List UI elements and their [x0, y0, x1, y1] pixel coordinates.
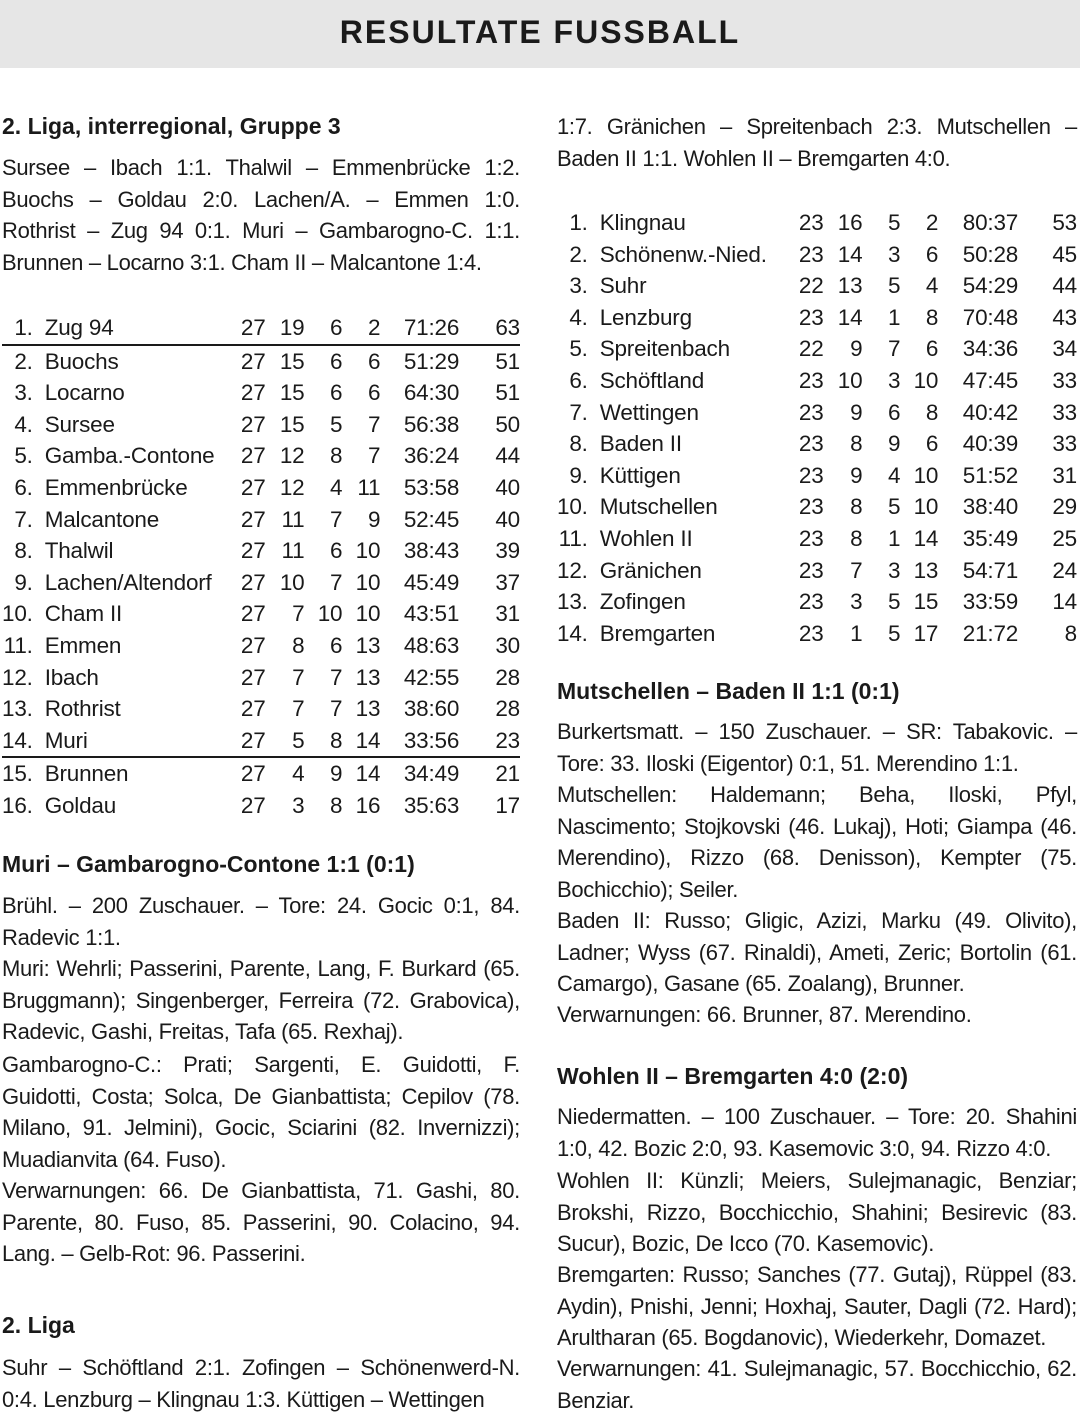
losses-cell: 8 [925, 304, 939, 330]
draws-cell: 4 [330, 474, 343, 500]
draws-cell: 6 [330, 380, 343, 406]
points-cell: 50 [495, 411, 520, 437]
points-cell: 63 [459, 312, 520, 345]
goals-cell: 53:58 [403, 474, 460, 500]
table-row [2, 598, 520, 630]
team-cell: Gränichen [599, 557, 702, 583]
draws-cell: 8 [330, 443, 343, 469]
losses-cell: 7 [367, 411, 381, 437]
points-cell: 25 [1052, 525, 1077, 551]
team-cell: Thalwil [44, 538, 114, 564]
wins-cell: 8 [850, 494, 863, 520]
draws-cell: 7 [330, 506, 343, 532]
table-row [557, 333, 1077, 365]
table-row [2, 312, 520, 345]
team-cell: Klingnau [599, 210, 686, 235]
draws-cell: 7 [330, 696, 343, 722]
wins-cell: 15 [279, 348, 305, 374]
losses-cell: 10 [355, 569, 381, 595]
goals-cell: 35:63 [403, 792, 460, 818]
draws-cell: 5 [887, 589, 901, 615]
rank-cell: 4. [569, 304, 588, 330]
losses-cell: 10 [913, 462, 939, 488]
team-cell: Zofingen [599, 589, 686, 615]
losses-cell: 13 [355, 664, 381, 690]
cautions-wohlen: Verwarnungen: 41. Sulejmanagic, 57. Bocchicchio, 62. Benziar. [557, 1356, 1077, 1413]
rank-cell: 5. [14, 443, 33, 469]
points-cell: 33 [1052, 399, 1077, 425]
points-cell: 45 [1052, 241, 1077, 267]
losses-cell: 9 [367, 506, 381, 532]
team-cell: Locarno [44, 380, 125, 406]
played-cell: 27 [240, 380, 266, 406]
played-cell: 27 [240, 601, 266, 627]
table-row [2, 662, 520, 694]
table-row [557, 365, 1077, 397]
goals-cell: 70:48 [962, 304, 1019, 330]
draws-cell: 7 [887, 336, 901, 362]
goals-cell: 54:71 [962, 557, 1019, 583]
rank-cell: 12. [2, 664, 33, 690]
played-cell: 23 [798, 589, 824, 615]
losses-cell: 2 [342, 312, 380, 345]
rank-cell: 6. [14, 474, 33, 500]
played-cell: 27 [240, 506, 266, 532]
cautions-muri: Verwarnungen: 66. De Gianbattista, 71. Gashi, 80. Parente, 80. Fuso, 85. Passerini, 90. Colacino, 94. Lang. – Gelb-Rot: 96. Passerini. [2, 1178, 520, 1266]
losses-cell: 6 [925, 241, 939, 267]
match-info-muri: Brühl. – 200 Zuschauer. – Tore: 24. Gocic 0:1, 84. Radevic 1:1. [2, 893, 520, 950]
match-info-mutschellen: Burkertsmatt. – 150 Zuschauer. – SR: Tabakovic. – Tore: 33. Iloski (Eigentor) 0:1, 51. Merendino 1:1. [557, 719, 1077, 776]
played-cell: 27 [240, 411, 266, 437]
goals-cell: 38:43 [403, 538, 460, 564]
rank-cell: 15. [2, 761, 33, 787]
wins-cell: 3 [292, 792, 305, 818]
standings-table-gruppe3 [2, 312, 520, 822]
header-banner [0, 0, 1080, 68]
wins-cell: 7 [292, 601, 305, 627]
team-cell: Wettingen [599, 399, 699, 425]
draws-cell: 5 [887, 210, 901, 235]
losses-cell: 4 [925, 273, 939, 299]
team-cell: Küttigen [599, 462, 681, 488]
section-heading-liga2: 2. Liga [2, 1312, 75, 1338]
wins-cell: 15 [279, 380, 305, 406]
wins-cell: 9 [850, 462, 863, 488]
goals-cell: 43:51 [403, 601, 460, 627]
table-row [557, 270, 1077, 302]
points-cell: 21 [495, 761, 520, 787]
played-cell: 23 [798, 557, 824, 583]
wins-cell: 8 [850, 431, 863, 457]
team-cell: Schöftland [599, 367, 705, 393]
losses-cell: 14 [913, 525, 939, 551]
table-row [557, 397, 1077, 429]
table-row [2, 693, 520, 725]
rank-cell: 11. [558, 525, 588, 551]
wins-cell: 7 [850, 557, 863, 583]
played-cell: 23 [798, 462, 824, 488]
draws-cell: 4 [887, 462, 901, 488]
played-cell: 27 [240, 761, 266, 787]
wins-cell: 14 [837, 304, 863, 330]
table-row [2, 440, 520, 472]
team-cell: Brunnen [44, 761, 129, 787]
table-row [557, 491, 1077, 523]
rank-cell: 1. [2, 312, 33, 345]
rank-cell: 13. [2, 696, 33, 722]
losses-cell: 6 [925, 336, 939, 362]
rank-cell: 6. [569, 367, 588, 393]
goals-cell: 38:60 [403, 696, 460, 722]
wins-cell: 10 [279, 569, 305, 595]
team-cell: Lachen/Altendorf [44, 569, 212, 595]
standings-table-liga2 [557, 207, 1077, 649]
draws-cell: 5 [887, 494, 901, 520]
table-row [557, 428, 1077, 460]
played-cell: 27 [240, 569, 266, 595]
team-cell: Emmenbrücke [44, 474, 188, 500]
team-cell: Lenzburg [599, 304, 692, 330]
played-cell: 23 [798, 399, 824, 425]
goals-cell: 40:39 [962, 431, 1019, 457]
team-cell: Buochs [44, 348, 119, 374]
rank-cell: 8. [569, 431, 588, 457]
rank-cell: 9. [569, 462, 588, 488]
wins-cell: 11 [281, 506, 305, 532]
played-cell: 27 [240, 664, 266, 690]
goals-cell: 34:36 [962, 336, 1019, 362]
team-cell: Wohlen II [599, 525, 693, 551]
wins-cell: 16 [837, 210, 863, 235]
goals-cell: 38:40 [962, 494, 1019, 520]
points-cell: 39 [495, 538, 520, 564]
goals-cell: 21:72 [962, 620, 1019, 646]
draws-cell: 10 [317, 601, 343, 627]
page-title: RESULTATE FUSSBALL [339, 14, 741, 50]
lineup-bremgarten: Bremgarten: Russo; Sanches (77. Gutaj), Rüppel (83. Aydin), Pnishi, Jenni; Hoxhaj, Sauter, Dagli (72. Hard); Arultharan (65. Bogdanovic), Wiederkehr, Domazet. [557, 1262, 1077, 1350]
wins-cell: 9 [850, 399, 863, 425]
table-row [557, 207, 1077, 239]
table-row [2, 377, 520, 409]
played-cell: 27 [240, 632, 266, 658]
points-cell: 40 [495, 474, 520, 500]
points-cell: 37 [495, 569, 520, 595]
played-cell: 27 [240, 443, 266, 469]
wins-cell: 11 [281, 538, 305, 564]
rank-cell: 5. [569, 336, 588, 362]
losses-cell: 10 [355, 601, 381, 627]
losses-cell: 11 [357, 474, 381, 500]
wins-cell: 15 [279, 411, 305, 437]
draws-cell: 3 [887, 241, 901, 267]
points-cell: 30 [495, 632, 520, 658]
rank-cell: 13. [557, 589, 588, 615]
match-heading-mutschellen: Mutschellen – Baden II 1:1 (0:1) [557, 678, 900, 704]
rank-cell: 9. [14, 569, 33, 595]
played-cell: 27 [240, 696, 266, 722]
points-cell: 28 [495, 696, 520, 722]
losses-cell: 14 [342, 725, 380, 758]
wins-cell: 8 [850, 525, 863, 551]
team-cell: Sursee [44, 411, 115, 437]
draws-cell: 6 [330, 632, 343, 658]
points-cell: 31 [1052, 462, 1077, 488]
rank-cell: 10. [557, 494, 588, 520]
team-cell: Goldau [44, 792, 117, 818]
played-cell: 22 [798, 273, 824, 299]
rank-cell: 11. [3, 632, 33, 658]
table-row [2, 630, 520, 662]
goals-cell: 33:59 [962, 589, 1019, 615]
team-cell: Mutschellen [599, 494, 718, 520]
losses-cell: 2 [925, 210, 939, 235]
table-row [557, 302, 1077, 334]
draws-cell: 5 [887, 620, 901, 646]
rank-cell: 2. [14, 348, 33, 374]
draws-cell: 1 [887, 525, 901, 551]
losses-cell: 15 [913, 589, 939, 615]
table-row [557, 618, 1077, 650]
results-liga2-continued: 1:7. Gränichen – Spreitenbach 2:3. Mutschellen – Baden II 1:1. Wohlen II – Bremgarten 4:0. [557, 114, 1077, 171]
played-cell: 27 [240, 792, 266, 818]
table-row [557, 586, 1077, 618]
wins-cell: 1 [850, 620, 863, 646]
played-cell: 23 [798, 494, 824, 520]
points-cell: 44 [495, 443, 520, 469]
wins-cell: 7 [292, 664, 305, 690]
lineup-gambarogno: Gambarogno-C.: Prati; Sargenti, E. Guidotti, F. Guidotti, Costa; Solca, De Gianbattista; Cepilov (78. Milano, 91. Jelmini), Gocic, Sciarini (82. Invernizzi); Muadianvita (64. Fuso). [2, 1052, 520, 1172]
wins-cell: 14 [837, 241, 863, 267]
results-liga2: Suhr – Schöftland 2:1. Zofingen – Schönenwerd-N. 0:4. Lenzburg – Klingnau 1:3. Küttigen – Wettingen [2, 1355, 520, 1412]
points-cell: 24 [1052, 557, 1077, 583]
table-row [2, 567, 520, 599]
played-cell: 27 [238, 725, 266, 758]
losses-cell: 13 [355, 696, 381, 722]
rank-cell: 10. [2, 601, 33, 627]
wins-cell: 12 [279, 443, 305, 469]
losses-cell: 10 [913, 367, 939, 393]
draws-cell: 3 [887, 367, 901, 393]
losses-cell: 6 [925, 431, 939, 457]
wins-cell: 4 [292, 761, 305, 787]
goals-cell: 47:45 [962, 367, 1019, 393]
goals-cell: 45:49 [403, 569, 460, 595]
table-row [2, 757, 520, 790]
rank-cell: 16. [2, 792, 33, 818]
losses-cell: 10 [913, 494, 939, 520]
played-cell: 23 [798, 210, 824, 235]
lineup-baden: Baden II: Russo; Gligic, Azizi, Marku (49. Olivito), Ladner; Wyss (67. Rinaldi), Ameti, Zeric; Bortolin (61. Camargo), Gasane (65. Zoalang), Brunner. [557, 908, 1077, 996]
wins-cell: 19 [266, 312, 305, 345]
team-cell: Suhr [599, 273, 647, 299]
table-row [557, 460, 1077, 492]
points-cell: 8 [1064, 620, 1077, 646]
draws-cell: 5 [887, 273, 901, 299]
played-cell: 27 [238, 312, 266, 345]
played-cell: 23 [798, 367, 824, 393]
losses-cell: 14 [355, 761, 381, 787]
draws-cell: 6 [887, 399, 901, 425]
match-info-wohlen: Niedermatten. – 100 Zuschauer. – Tore: 20. Shahini 1:0, 42. Bozic 2:0, 93. Kasemovic 3:0, 94. Rizzo 4:0. [557, 1104, 1077, 1161]
points-cell: 40 [495, 506, 520, 532]
goals-cell: 48:63 [403, 632, 460, 658]
goals-cell: 80:37 [962, 210, 1019, 235]
wins-cell: 13 [837, 273, 863, 299]
rank-cell: 7. [569, 399, 588, 425]
goals-cell: 34:49 [403, 761, 460, 787]
table-row [2, 725, 520, 758]
points-cell: 29 [1052, 494, 1077, 520]
draws-cell: 9 [887, 431, 901, 457]
goals-cell: 51:29 [403, 348, 460, 374]
draws-cell: 8 [330, 792, 343, 818]
losses-cell: 10 [355, 538, 381, 564]
wins-cell: 5 [266, 725, 305, 758]
losses-cell: 8 [925, 399, 939, 425]
goals-cell: 42:55 [403, 664, 460, 690]
points-cell: 14 [1052, 589, 1077, 615]
rank-cell: 12. [557, 557, 588, 583]
wins-cell: 12 [279, 474, 305, 500]
draws-cell: 8 [304, 725, 342, 758]
rank-cell: 8. [14, 538, 33, 564]
wins-cell: 7 [292, 696, 305, 722]
played-cell: 23 [798, 525, 824, 551]
points-cell: 28 [495, 664, 520, 690]
draws-cell: 7 [330, 569, 343, 595]
points-cell: 51 [495, 380, 520, 406]
goals-cell: 36:24 [403, 443, 460, 469]
team-cell: Emmen [44, 632, 122, 658]
rank-cell: 1. [569, 210, 588, 235]
points-cell: 17 [495, 792, 520, 818]
draws-cell: 6 [330, 348, 343, 374]
rank-cell: 7. [14, 506, 33, 532]
results-gruppe3: Sursee – Ibach 1:1. Thalwil – Emmenbrücke 1:2. Buochs – Goldau 2:0. Lachen/A. – Emmen 1:0. Rothrist – Zug 94 0:1. Muri – Gambarogno-C. 1:1. Brunnen – Locarno 3:1. Cham II – Malcantone 1:4. [2, 155, 520, 275]
team-cell: Zug 94 [33, 312, 238, 345]
goals-cell: 35:49 [962, 525, 1019, 551]
table-row [2, 345, 520, 378]
losses-cell: 7 [367, 443, 381, 469]
losses-cell: 6 [367, 380, 381, 406]
team-cell: Ibach [44, 664, 99, 690]
rank-cell: 14. [2, 725, 33, 758]
goals-cell: 64:30 [403, 380, 460, 406]
points-cell: 31 [495, 601, 520, 627]
goals-cell: 40:42 [962, 399, 1019, 425]
played-cell: 23 [798, 620, 824, 646]
team-cell: Muri [33, 725, 238, 758]
table-row [2, 504, 520, 536]
played-cell: 27 [240, 538, 266, 564]
rank-cell: 3. [14, 380, 33, 406]
played-cell: 23 [798, 241, 824, 267]
played-cell: 27 [240, 348, 266, 374]
goals-cell: 52:45 [403, 506, 460, 532]
lineup-muri: Muri: Wehrli; Passerini, Parente, Lang, F. Burkard (65. Bruggmann); Singenberger, Ferreira (72. Grabovica), Radevic, Gashi, Freitas, Tafa (65. Rexhaj). [2, 956, 520, 1044]
team-cell: Malcantone [44, 506, 160, 532]
losses-cell: 13 [913, 557, 939, 583]
section-heading-gruppe3: 2. Liga, interregional, Gruppe 3 [2, 113, 341, 139]
team-cell: Baden II [599, 431, 682, 457]
draws-cell: 9 [330, 761, 343, 787]
draws-cell: 5 [330, 411, 343, 437]
rank-cell: 2. [569, 241, 588, 267]
losses-cell: 16 [355, 792, 381, 818]
draws-cell: 7 [330, 664, 343, 690]
lineup-wohlen: Wohlen II: Künzli; Meiers, Sulejmanagic, Benziar; Brokshi, Rizzo, Bocchicchio, Shahini; Besirevic (83. Sucur), Bozic, De Icco (70. Kasemovic). [557, 1168, 1077, 1256]
played-cell: 27 [240, 474, 266, 500]
table-row [557, 239, 1077, 271]
points-cell: 34 [1052, 336, 1077, 362]
draws-cell: 6 [330, 538, 343, 564]
points-cell: 44 [1052, 273, 1077, 299]
losses-cell: 13 [355, 632, 381, 658]
team-cell: Rothrist [44, 696, 121, 722]
match-heading-muri: Muri – Gambarogno-Contone 1:1 (0:1) [2, 851, 415, 877]
points-cell: 33 [1052, 367, 1077, 393]
points-cell: 43 [1052, 304, 1077, 330]
goals-cell: 54:29 [962, 273, 1019, 299]
goals-cell: 56:38 [403, 411, 460, 437]
team-cell: Spreitenbach [599, 336, 730, 362]
team-cell: Bremgarten [599, 620, 716, 646]
goals-cell: 71:26 [380, 312, 459, 345]
wins-cell: 3 [850, 589, 863, 615]
wins-cell: 9 [850, 336, 863, 362]
wins-cell: 10 [837, 367, 863, 393]
losses-cell: 17 [913, 620, 939, 646]
rank-cell: 14. [557, 620, 588, 646]
cautions-mutschellen: Verwarnungen: 66. Brunner, 87. Merendino. [557, 1002, 972, 1027]
goals-cell: 51:52 [962, 462, 1019, 488]
team-cell: Gamba.-Contone [44, 443, 215, 469]
draws-cell: 6 [304, 312, 342, 345]
points-cell: 51 [495, 348, 520, 374]
played-cell: 23 [798, 304, 824, 330]
losses-cell: 6 [367, 348, 381, 374]
lineup-mutschellen: Mutschellen: Haldemann; Beha, Iloski, Pfyl, Nascimento; Stojkovski (46. Lukaj), Hoti; Giampa (46. Merendino), Rizzo (68. Denisson), Kempter (75. Bochicchio); Seiler. [557, 782, 1077, 902]
draws-cell: 3 [887, 557, 901, 583]
rank-cell: 4. [14, 411, 33, 437]
table-row [2, 409, 520, 441]
table-row [557, 523, 1077, 555]
table-row [2, 790, 520, 822]
wins-cell: 8 [292, 632, 305, 658]
points-cell: 23 [459, 725, 520, 758]
points-cell: 53 [1052, 210, 1077, 235]
team-cell: Cham II [44, 601, 123, 627]
played-cell: 23 [798, 431, 824, 457]
draws-cell: 1 [887, 304, 901, 330]
points-cell: 33 [1052, 431, 1077, 457]
table-row [557, 555, 1077, 587]
rank-cell: 3. [569, 273, 588, 299]
goals-cell: 50:28 [962, 241, 1019, 267]
goals-cell: 33:56 [380, 725, 459, 758]
table-row [2, 535, 520, 567]
played-cell: 22 [798, 336, 824, 362]
team-cell: Schönenw.-Nied. [599, 241, 767, 267]
match-heading-wohlen: Wohlen II – Bremgarten 4:0 (2:0) [557, 1063, 909, 1089]
table-row [2, 472, 520, 504]
